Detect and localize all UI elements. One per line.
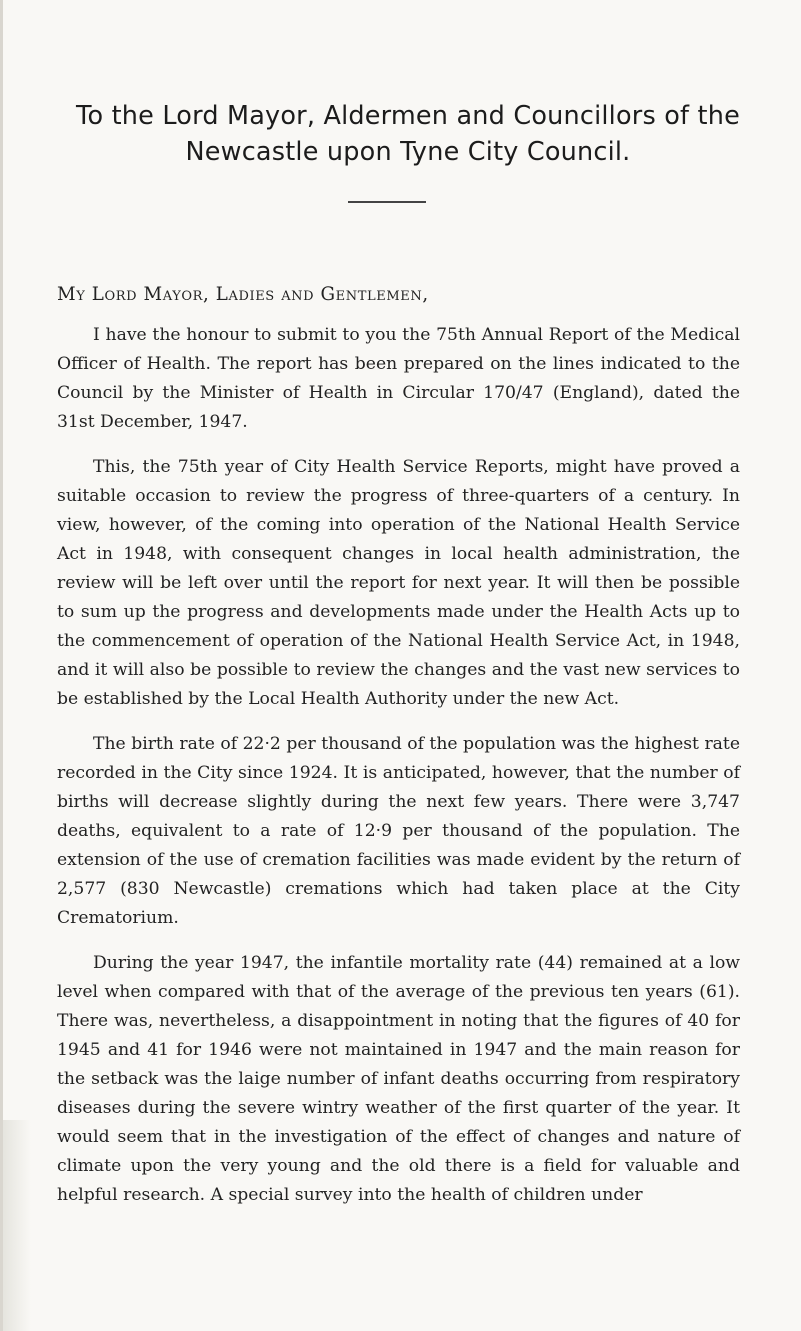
separator-rule — [348, 201, 426, 203]
header-line-2: Newcastle upon Tyne City Council. — [185, 137, 631, 167]
paragraph-birth-death-rates: The birth rate of 22·2 per thousand of the population was the highest rate recorded in the City since 1924. It is anticipated, however, that the number of births will decrease slightly during the next few years. There were 3,747 deaths, equivalent to a rate of 12·9 per thousand of the population. The extension of the use of cremation facilities was made evident by the return of 2,577 (830 Newcastle) cremations which had taken place at the City Crematorium. — [57, 734, 740, 928]
letter-body — [57, 280, 740, 1226]
salutation: My Lord Mayor, Ladies and Gentlemen, — [57, 284, 429, 305]
paragraph-report-intro: I have the honour to submit to you the 75th Annual Report of the Medical Officer of Health. The report has been prepared on the lines indicated to the Council by the Minister of Health in Circular 170/47 (England), dated the 31st December, 1947. — [57, 325, 740, 432]
address-header — [48, 98, 768, 170]
paragraph-infantile-mortality: During the year 1947, the infantile mortality rate (44) remained at a low level when compared with that of the average of the previous ten years (61). There was, nevertheless, a disappointment in noting that the figures of 40 for 1945 and 41 for 1946 were not maintained in 1947 and the main reason for the setback was the laige number of infant deaths occurring from respiratory diseases during the severe wintry weather of the first quarter of the year. It would seem that in the investigation of the effect of changes and nature of climate upon the very young and the old there is a field for valuable and helpful research. A special survey into the health of children under — [57, 953, 740, 1205]
paragraph-75th-year: This, the 75th year of City Health Service Reports, might have proved a suitable occasion to review the progress of three-quarters of a century. In view, however, of the coming into operation of the National Health Service Act in 1948, with consequent changes in local health administration, the review will be left over until the report for next year. It will then be possible to sum up the progress and developments made under the Health Acts up to the commencement of operation of the National Health Service Act, in 1948, and it will also be possible to review the changes and the vast new services to be established by the Local Health Authority under the new Act. — [57, 457, 740, 709]
header-line-1: To the Lord Mayor, Aldermen and Councillors of the — [76, 101, 740, 131]
